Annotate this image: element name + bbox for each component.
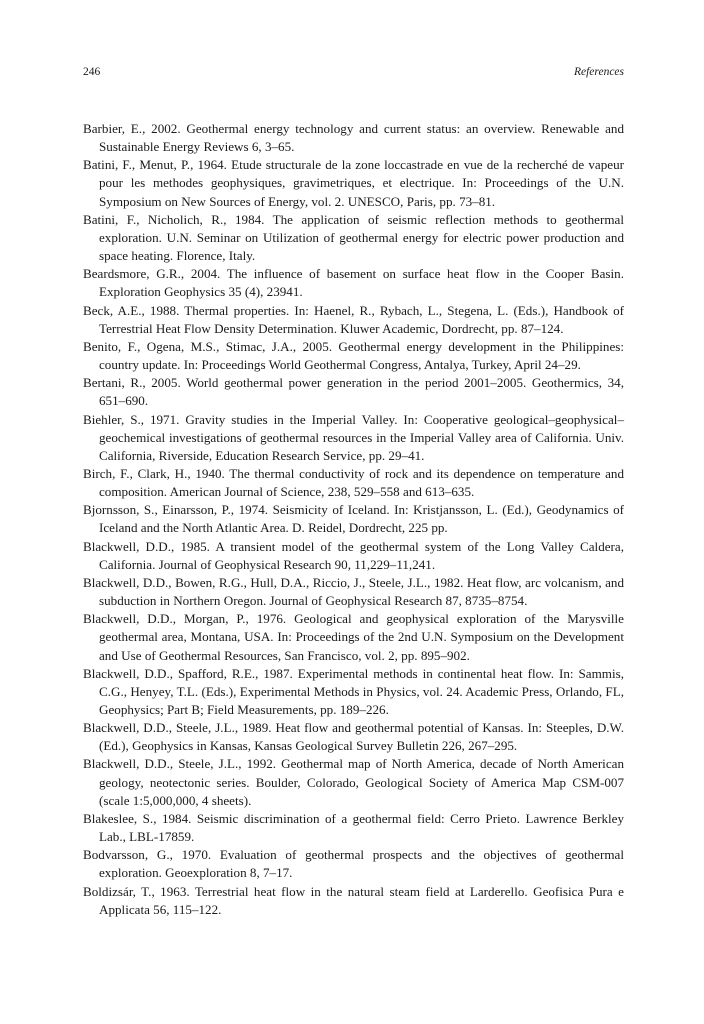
reference-item: Blackwell, D.D., Steele, J.L., 1992. Geothermal map of North America, decade of North American geology, neotectonic series. Boulder, Colorado, Geological Society of America Map CSM-007 (scale 1:5,000,000, 4 sheets). [83, 756, 624, 808]
reference-item: Batini, F., Nicholich, R., 1984. The application of seismic reflection methods to geothermal exploration. U.N. Seminar on Utilization of geothermal energy for electric power production and space heating. Florence, Italy. [83, 211, 624, 264]
reference-item: Bertani, R., 2005. World geothermal power generation in the period 2001–2005. Geothermics, 34, 651–690. [83, 375, 624, 409]
page-number: 246 [83, 66, 101, 78]
reference-item: Beck, A.E., 1988. Thermal properties. In: Haenel, R., Rybach, L., Stegena, L. (Eds.), Handbook of Terrestrial Heat Flow Density Determination. Kluwer Academic, Dordrecht, pp. 87–124. [83, 302, 624, 336]
reference-list [83, 120, 624, 919]
reference-item: Bodvarsson, G., 1970. Evaluation of geothermal prospects and the objectives of geothermal exploration. Geoexploration 8, 7–17. [83, 847, 624, 881]
reference-item: Birch, F., Clark, H., 1940. The thermal conductivity of rock and its dependence on temperature and composition. American Journal of Science, 238, 529–558 and 613–635. [83, 465, 624, 500]
reference-item: Barbier, E., 2002. Geothermal energy technology and current status: an overview. Renewable and Sustainable Energy Reviews 6, 3–65. [83, 121, 624, 155]
reference-item: Benito, F., Ogena, M.S., Stimac, J.A., 2005. Geothermal energy development in the Philippines: country update. In: Proceedings World Geothermal Congress, Antalya, Turkey, April 24–29. [83, 338, 624, 373]
reference-item: Blackwell, D.D., Morgan, P., 1976. Geological and geophysical exploration of the Marysville geothermal area, Montana, USA. In: Proceedings of the 2nd U.N. Symposium on the Development and Use of Geothermal Resources, San Francisco, vol. 2, pp. 895–902. [83, 611, 624, 663]
reference-item: Batini, F., Menut, P., 1964. Etude structurale de la zone loccastrade en vue de la recherché de vapeur pour les methodes geophysiques, gravimetriques, et electrique. In: Proceedings of the U.N. Symposium on New Sources of Energy, vol. 2. UNESCO, Paris, pp. 73–81. [83, 157, 624, 209]
page-header [83, 66, 624, 82]
reference-item: Boldizsár, T., 1963. Terrestrial heat flow in the natural steam field at Larderello. Geofisica Pura e Applicata 56, 115–122. [83, 883, 624, 917]
running-head: References [573, 66, 624, 78]
reference-item: Bjornsson, S., Einarsson, P., 1974. Seismicity of Iceland. In: Kristjansson, L. (Ed.), Geodynamics of Iceland and the North Atlantic Area. D. Reidel, Dordrecht, 225 pp. [83, 502, 624, 536]
reference-item: Biehler, S., 1971. Gravity studies in the Imperial Valley. In: Cooperative geological–geophysical–geochemical investigations of geothermal resources in the Imperial Valley area of California. Univ. California, Riverside, Education Research Service, pp. 29–41. [83, 411, 624, 463]
reference-item: Blakeslee, S., 1984. Seismic discrimination of a geothermal field: Cerro Prieto. Lawrence Berkley Lab., LBL-17859. [83, 810, 624, 845]
reference-item: Blackwell, D.D., 1985. A transient model of the geothermal system of the Long Valley Caldera, California. Journal of Geophysical Research 90, 11,229–11,241. [83, 538, 624, 572]
reference-item: Blackwell, D.D., Bowen, R.G., Hull, D.A., Riccio, J., Steele, J.L., 1982. Heat flow, arc volcanism, and subduction in Northern Oregon. Journal of Geophysical Research 87, 8735–8754. [83, 574, 624, 609]
reference-item: Beardsmore, G.R., 2004. The influence of basement on surface heat flow in the Cooper Basin. Exploration Geophysics 35 (4), 23941. [83, 266, 624, 300]
reference-item: Blackwell, D.D., Steele, J.L., 1989. Heat flow and geothermal potential of Kansas. In: Steeples, D.W. (Ed.), Geophysics in Kansas, Kansas Geological Survey Bulletin 226, 267–295. [83, 720, 624, 754]
reference-item: Blackwell, D.D., Spafford, R.E., 1987. Experimental methods in continental heat flow. In: Sammis, C.G., Henyey, T.L. (Eds.), Experimental Methods in Physics, vol. 24. Academic Press, Orlando, FL, Geophysics; Part B; Field Measurements, pp. 189–226. [83, 665, 624, 717]
